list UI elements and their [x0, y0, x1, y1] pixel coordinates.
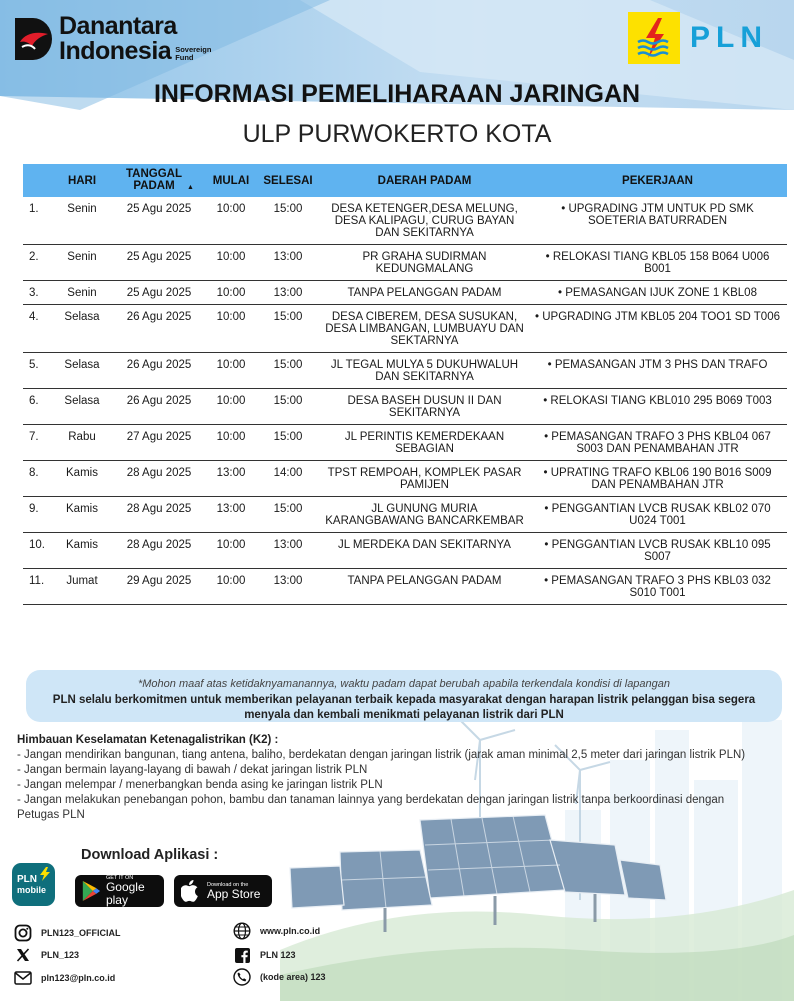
- email-icon: [14, 969, 32, 987]
- cell-hari: Kamis: [53, 461, 111, 497]
- cell-mulai: 13:00: [207, 461, 255, 497]
- cell-daerah: DESA BASEH DUSUN II DAN SEKITARNYA: [321, 389, 528, 425]
- cell-daerah: TANPA PELANGGAN PADAM: [321, 569, 528, 605]
- cell-no: 9.: [23, 497, 53, 533]
- cell-selesai: 13:00: [255, 533, 321, 569]
- cell-mulai: 10:00: [207, 389, 255, 425]
- cell-pekerjaan: • UPGRADING JTM KBL05 204 TOO1 SD T006: [528, 305, 787, 353]
- cell-tanggal: 27 Agu 2025: [111, 425, 207, 461]
- cell-selesai: 15:00: [255, 425, 321, 461]
- x-handle: PLN_123: [41, 950, 80, 960]
- page-title: INFORMASI PEMELIHARAAN JARINGAN: [153, 80, 641, 108]
- x-twitter-icon: [14, 946, 32, 964]
- phone-number: (kode area) 123: [260, 972, 326, 982]
- cell-pekerjaan: • UPRATING TRAFO KBL06 190 B016 S009 DAN PENAMBAHAN JTR: [528, 461, 787, 497]
- maintenance-schedule-table: [23, 164, 787, 605]
- page-subtitle: ULP PURWOKERTO KOTA: [242, 120, 552, 148]
- cell-no: 2.: [23, 245, 53, 281]
- table-row: [23, 497, 787, 533]
- table-row: [23, 281, 787, 305]
- cell-pekerjaan: • PEMASANGAN IJUK ZONE 1 KBL08: [528, 281, 787, 305]
- cell-selesai: 13:00: [255, 245, 321, 281]
- cell-mulai: 10:00: [207, 305, 255, 353]
- instagram-icon: [14, 924, 32, 942]
- facebook-handle: PLN 123: [260, 950, 296, 960]
- facebook-icon: [233, 946, 251, 964]
- lightning-icon: [39, 867, 51, 881]
- cell-tanggal: 25 Agu 2025: [111, 281, 207, 305]
- cell-mulai: 10:00: [207, 569, 255, 605]
- cell-selesai: 13:00: [255, 281, 321, 305]
- col-header-tanggal-label: TANGGAL PADAM: [126, 167, 183, 192]
- app-store-button[interactable]: [174, 875, 272, 907]
- website-url: www.pln.co.id: [260, 926, 321, 936]
- cell-no: 7.: [23, 425, 53, 461]
- cell-selesai: 13:00: [255, 569, 321, 605]
- cell-pekerjaan: • RELOKASI TIANG KBL010 295 B069 T003: [528, 389, 787, 425]
- cell-daerah: DESA CIBEREM, DESA SUSUKAN, DESA LIMBANGAN, LUMBUAYU DAN SEKTARNYA: [321, 305, 528, 353]
- google-play-button[interactable]: [75, 875, 164, 907]
- col-header-hari: HARI: [53, 164, 111, 197]
- cell-hari: Senin: [53, 281, 111, 305]
- cell-hari: Senin: [53, 197, 111, 245]
- table-row: [23, 305, 787, 353]
- cell-selesai: 15:00: [255, 353, 321, 389]
- cell-tanggal: 26 Agu 2025: [111, 389, 207, 425]
- app-icon-line2: mobile: [17, 885, 47, 895]
- cell-mulai: 10:00: [207, 197, 255, 245]
- cell-selesai: 15:00: [255, 197, 321, 245]
- google-play-icon: [81, 879, 101, 903]
- cell-daerah: TPST REMPOAH, KOMPLEK PASAR PAMIJEN: [321, 461, 528, 497]
- table-header-row: [23, 164, 787, 197]
- brand-sub-line1: Sovereign: [175, 45, 212, 54]
- col-header-tanggal[interactable]: [111, 164, 207, 197]
- cell-pekerjaan: • PEMASANGAN TRAFO 3 PHS KBL03 032 S010 T001: [528, 569, 787, 605]
- contact-instagram[interactable]: [14, 924, 121, 942]
- cell-daerah: JL GUNUNG MURIA KARANGBAWANG BANCARKEMBAR: [321, 497, 528, 533]
- table-row: [23, 245, 787, 281]
- cell-daerah: PR GRAHA SUDIRMAN KEDUNGMALANG: [321, 245, 528, 281]
- brand-sub-line2: Fund: [175, 53, 194, 62]
- cell-daerah: JL TEGAL MULYA 5 DUKUHWALUH DAN SEKITARNYA: [321, 353, 528, 389]
- cell-no: 4.: [23, 305, 53, 353]
- col-header-pekerjaan: PEKERJAAN: [528, 164, 787, 197]
- table-row: [23, 533, 787, 569]
- brand-name-line2: Indonesia: [59, 37, 172, 65]
- cell-pekerjaan: • UPGRADING JTM UNTUK PD SMK SOETERIA BATURRADEN: [528, 197, 787, 245]
- table-row: [23, 569, 787, 605]
- contact-website[interactable]: [233, 922, 320, 940]
- cell-mulai: 10:00: [207, 245, 255, 281]
- instagram-handle: PLN123_OFFICIAL: [41, 928, 121, 938]
- cell-hari: Jumat: [53, 569, 111, 605]
- cell-tanggal: 28 Agu 2025: [111, 533, 207, 569]
- pln-mobile-app-icon[interactable]: [12, 863, 55, 906]
- cell-daerah: JL PERINTIS KEMERDEKAAN SEBAGIAN: [321, 425, 528, 461]
- cell-no: 10.: [23, 533, 53, 569]
- contact-phone[interactable]: [233, 968, 326, 986]
- danantara-mark-icon: [15, 18, 53, 60]
- pln-lightning-icon: [628, 12, 680, 64]
- cell-tanggal: 26 Agu 2025: [111, 353, 207, 389]
- globe-icon: [233, 922, 251, 940]
- cell-mulai: 10:00: [207, 533, 255, 569]
- phone-icon: [233, 968, 251, 986]
- cell-hari: Rabu: [53, 425, 111, 461]
- cell-daerah: JL MERDEKA DAN SEKITARNYA: [321, 533, 528, 569]
- cell-daerah: DESA KETENGER,DESA MELUNG, DESA KALIPAGU, CURUG BAYAN DAN SEKITARNYA: [321, 197, 528, 245]
- table-row: [23, 197, 787, 245]
- cell-tanggal: 28 Agu 2025: [111, 461, 207, 497]
- cell-selesai: 15:00: [255, 497, 321, 533]
- safety-item: - Jangan bermain layang-layang di bawah / dekat jaringan listrik PLN: [17, 764, 368, 776]
- table-row: [23, 461, 787, 497]
- col-header-selesai: SELESAI: [255, 164, 321, 197]
- download-title: Download Aplikasi :: [81, 847, 219, 863]
- col-header-daerah: DAERAH PADAM: [321, 164, 528, 197]
- danantara-logo: [15, 14, 211, 64]
- cell-hari: Kamis: [53, 497, 111, 533]
- google-play-small-label: GET IT ON: [105, 875, 134, 881]
- cell-tanggal: 25 Agu 2025: [111, 197, 207, 245]
- app-icon-line1: PLN: [17, 874, 37, 885]
- cell-selesai: 15:00: [255, 305, 321, 353]
- cell-no: 1.: [23, 197, 53, 245]
- cell-tanggal: 25 Agu 2025: [111, 245, 207, 281]
- safety-advice: [17, 733, 777, 823]
- table-row: [23, 353, 787, 389]
- table-row: [23, 425, 787, 461]
- safety-item: - Jangan melempar / menerbangkan benda asing ke jaringan listrik PLN: [17, 779, 383, 791]
- cell-mulai: 13:00: [207, 497, 255, 533]
- cell-pekerjaan: • PENGGANTIAN LVCB RUSAK KBL10 095 S007: [528, 533, 787, 569]
- app-store-small-label: Download on the: [207, 881, 249, 888]
- cell-tanggal: 26 Agu 2025: [111, 305, 207, 353]
- col-header-no: [23, 164, 53, 197]
- cell-tanggal: 28 Agu 2025: [111, 497, 207, 533]
- contact-facebook[interactable]: [233, 946, 296, 964]
- contact-email[interactable]: [14, 969, 115, 987]
- col-header-mulai: MULAI: [207, 164, 255, 197]
- cell-no: 3.: [23, 281, 53, 305]
- cell-no: 8.: [23, 461, 53, 497]
- cell-mulai: 10:00: [207, 281, 255, 305]
- cell-pekerjaan: • PEMASANGAN JTM 3 PHS DAN TRAFO: [528, 353, 787, 389]
- pln-logo: [628, 12, 768, 64]
- cell-pekerjaan: • PEMASANGAN TRAFO 3 PHS KBL04 067 S003 DAN PENAMBAHAN JTR: [528, 425, 787, 461]
- cell-daerah: TANPA PELANGGAN PADAM: [321, 281, 528, 305]
- sort-ascending-icon[interactable]: ▲: [187, 183, 194, 191]
- email-address: pln123@pln.co.id: [41, 973, 116, 983]
- safety-title: Himbauan Keselamatan Ketenagalistrikan (K2) :: [17, 734, 279, 746]
- google-play-label: Google play: [105, 880, 145, 907]
- apology-note: *Mohon maaf atas ketidaknyamanannya, waktu padam dapat berubah apabila terkendala kondisi di lapangan: [137, 678, 671, 690]
- cell-selesai: 14:00: [255, 461, 321, 497]
- commitment-note: PLN selalu berkomitmen untuk memberikan pelayanan terbaik kepada masyarakat dengan harapan listrik pelanggan bisa segera menyala dan kembali menikmati pelayanan listrik dari PLN: [52, 694, 756, 721]
- cell-pekerjaan: • RELOKASI TIANG KBL05 158 B064 U006 B001: [528, 245, 787, 281]
- cell-mulai: 10:00: [207, 425, 255, 461]
- cell-no: 6.: [23, 389, 53, 425]
- pln-wordmark: PLN: [690, 21, 768, 54]
- cell-mulai: 10:00: [207, 353, 255, 389]
- brand-name-line1: Danantara: [59, 12, 177, 40]
- table-row: [23, 389, 787, 425]
- cell-hari: Selasa: [53, 389, 111, 425]
- cell-hari: Selasa: [53, 305, 111, 353]
- cell-hari: Kamis: [53, 533, 111, 569]
- apple-icon: [181, 880, 201, 902]
- contact-x[interactable]: [14, 946, 79, 964]
- cell-tanggal: 29 Agu 2025: [111, 569, 207, 605]
- safety-item: - Jangan mendirikan bangunan, tiang antena, baliho, berdekatan dengan jaringan listrik (jarak aman minimal 2,5 meter dari jaringan listrik PLN): [17, 749, 746, 761]
- safety-item: - Jangan melakukan penebangan pohon, bambu dan tanaman lainnya yang berdekatan dengan jaringan listrik tanpa berkoordinasi dengan Petugas PLN: [17, 794, 725, 821]
- app-store-label: App Store: [207, 886, 261, 901]
- cell-selesai: 15:00: [255, 389, 321, 425]
- cell-hari: Senin: [53, 245, 111, 281]
- cell-no: 11.: [23, 569, 53, 605]
- cell-pekerjaan: • PENGGANTIAN LVCB RUSAK KBL02 070 U024 T001: [528, 497, 787, 533]
- notice-box: [26, 670, 782, 722]
- cell-hari: Selasa: [53, 353, 111, 389]
- cell-no: 5.: [23, 353, 53, 389]
